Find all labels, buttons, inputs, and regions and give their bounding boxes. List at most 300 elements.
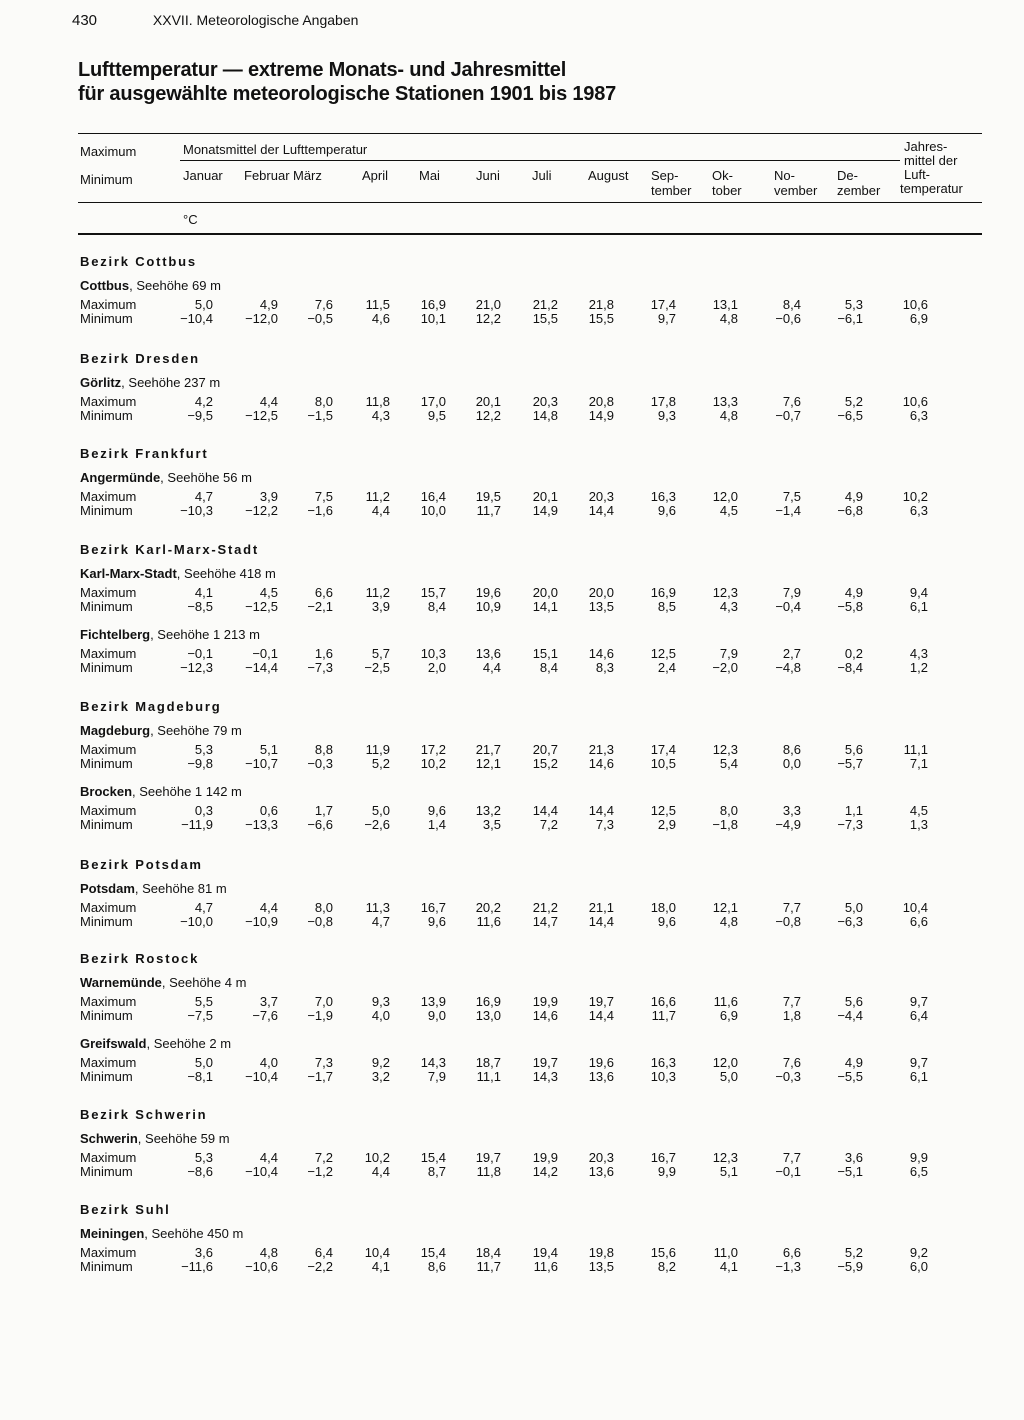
max-value-cell: 3,3 — [782, 803, 801, 818]
max-value-cell: 11,5 — [365, 297, 390, 312]
header-month-line-1: April — [362, 168, 389, 183]
max-value-cell: 7,6 — [314, 297, 333, 312]
max-value-cell: 5,6 — [844, 742, 863, 757]
station-heading — [80, 723, 242, 738]
max-value-cell: 4,9 — [844, 1055, 863, 1070]
max-value-cell: 4,4 — [259, 394, 278, 409]
min-value-cell: 11,7 — [476, 503, 501, 518]
station-heading — [80, 1036, 231, 1051]
min-value-cell: 13,6 — [588, 1164, 614, 1179]
max-value-cell: 9,4 — [909, 585, 928, 600]
min-value-cell: 14,4 — [588, 1008, 614, 1023]
min-value-cell: 14,4 — [588, 914, 614, 929]
min-value-cell: −5,9 — [837, 1259, 863, 1274]
min-value-cell: 9,6 — [427, 914, 446, 929]
max-value-cell: 4,9 — [844, 489, 863, 504]
header-month — [837, 168, 880, 198]
min-value-cell: 6,1 — [909, 599, 928, 614]
max-value-cell: 11,1 — [903, 742, 928, 757]
min-value-cell: 4,0 — [371, 1008, 390, 1023]
min-value-cell: −2,6 — [364, 817, 390, 832]
max-value-cell: 0,6 — [259, 803, 278, 818]
max-value-cell: 9,3 — [371, 994, 390, 1009]
annual-line-4: temperatur — [900, 181, 963, 196]
min-value-cell: −8,6 — [187, 1164, 213, 1179]
min-value-cell: 0,0 — [782, 756, 801, 771]
min-value-cell: −0,7 — [775, 408, 801, 423]
min-value-cell: −11,6 — [181, 1259, 213, 1274]
max-value-cell: 19,6 — [588, 1055, 614, 1070]
max-value-cell: 4,1 — [194, 585, 213, 600]
title-line-1: Lufttemperatur — extreme Monats- und Jahresmittel — [78, 59, 567, 81]
row-label-minimum: Minimum — [80, 1164, 133, 1179]
max-value-cell: 5,0 — [371, 803, 390, 818]
station-name: Karl-Marx-Stadt — [80, 566, 177, 581]
min-value-cell: 10,9 — [475, 599, 501, 614]
min-value-cell: 4,3 — [371, 408, 390, 423]
max-value-cell: 5,2 — [844, 394, 863, 409]
max-value-cell: 9,2 — [909, 1245, 928, 1260]
min-value-cell: 12,2 — [475, 311, 501, 326]
max-value-cell: 5,0 — [194, 1055, 213, 1070]
min-value-cell: −10,4 — [180, 311, 213, 326]
max-value-cell: 7,0 — [314, 994, 333, 1009]
min-value-cell: 8,3 — [595, 660, 614, 675]
min-value-cell: 11,7 — [476, 1259, 501, 1274]
min-value-cell: −2,0 — [712, 660, 738, 675]
max-value-cell: 12,5 — [650, 646, 676, 661]
min-value-cell: −9,5 — [187, 408, 213, 423]
min-value-cell: 4,3 — [719, 599, 738, 614]
min-value-cell: 7,3 — [595, 817, 614, 832]
header-month-line-1: No- — [774, 168, 795, 183]
station-name: Brocken — [80, 784, 133, 799]
min-value-cell: 1,4 — [427, 817, 446, 832]
min-value-cell: −0,8 — [775, 914, 801, 929]
header-month — [712, 168, 742, 198]
max-value-cell: 15,1 — [532, 646, 558, 661]
min-value-cell: 6,9 — [909, 311, 928, 326]
max-value-cell: 5,0 — [194, 297, 213, 312]
row-label-minimum: Minimum — [80, 311, 133, 326]
station-heading — [80, 627, 260, 642]
min-value-cell: 3,9 — [371, 599, 390, 614]
station-name: Schwerin — [80, 1131, 138, 1146]
max-value-cell: 16,9 — [475, 994, 501, 1009]
max-value-cell: 4,7 — [194, 489, 213, 504]
max-value-cell: 18,0 — [650, 900, 676, 915]
max-value-cell: 17,8 — [650, 394, 676, 409]
header-month-line-1: Februar — [244, 168, 290, 183]
max-value-cell: 5,3 — [844, 297, 863, 312]
header-mid-rule — [78, 202, 982, 203]
max-value-cell: 5,7 — [371, 646, 390, 661]
station-heading — [80, 470, 252, 485]
station-name: Warnemünde — [80, 975, 162, 990]
min-value-cell: 4,7 — [371, 914, 390, 929]
min-value-cell: 10,3 — [650, 1069, 676, 1084]
row-label-maximum: Maximum — [80, 1245, 137, 1260]
header-annual — [900, 140, 963, 196]
max-value-cell: 16,3 — [650, 489, 676, 504]
max-value-cell: 19,5 — [475, 489, 501, 504]
header-month-line-1: Mai — [419, 168, 440, 183]
max-value-cell: 16,9 — [650, 585, 676, 600]
min-value-cell: 9,0 — [427, 1008, 446, 1023]
min-value-cell: 4,4 — [371, 1164, 390, 1179]
min-value-cell: −7,5 — [187, 1008, 213, 1023]
row-label-maximum: Maximum — [80, 297, 137, 312]
header-bottom-rule — [78, 233, 982, 235]
max-value-cell: 20,0 — [588, 585, 614, 600]
min-value-cell: −10,4 — [245, 1164, 278, 1179]
min-value-cell: 9,6 — [657, 503, 676, 518]
max-value-cell: 10,6 — [902, 394, 928, 409]
max-value-cell: 6,6 — [314, 585, 333, 600]
station-heading — [80, 881, 227, 896]
max-value-cell: 10,3 — [420, 646, 446, 661]
header-month-line-1: Juni — [476, 168, 500, 183]
max-value-cell: 3,6 — [844, 1150, 863, 1165]
min-value-cell: −10,3 — [180, 503, 213, 518]
max-value-cell: −0,1 — [187, 646, 213, 661]
header-month-line-1: Januar — [183, 168, 223, 183]
row-label-maximum: Maximum — [80, 1055, 137, 1070]
station-name: Görlitz — [80, 375, 122, 390]
min-value-cell: 3,2 — [371, 1069, 390, 1084]
min-value-cell: 6,4 — [909, 1008, 928, 1023]
header-month — [651, 168, 691, 198]
min-value-cell: 4,1 — [371, 1259, 390, 1274]
max-value-cell: 6,6 — [782, 1245, 801, 1260]
max-value-cell: 19,7 — [588, 994, 614, 1009]
max-value-cell: 7,6 — [782, 394, 801, 409]
header-month-line-2: tember — [651, 183, 692, 198]
min-value-cell: 14,3 — [532, 1069, 558, 1084]
station-heading — [80, 278, 221, 293]
station-heading — [80, 784, 242, 799]
min-value-cell: 10,5 — [650, 756, 676, 771]
min-value-cell: −0,1 — [775, 1164, 801, 1179]
min-value-cell: 8,4 — [539, 660, 558, 675]
max-value-cell: 20,3 — [588, 1150, 614, 1165]
header-month — [532, 168, 552, 183]
running-head — [72, 12, 358, 29]
max-value-cell: 4,4 — [259, 900, 278, 915]
max-value-cell: 21,2 — [532, 297, 558, 312]
min-value-cell: −4,4 — [837, 1008, 863, 1023]
min-value-cell: 14,6 — [532, 1008, 558, 1023]
max-value-cell: 4,9 — [259, 297, 278, 312]
annual-line-1: Jahres- — [904, 139, 948, 154]
min-value-cell: 6,6 — [909, 914, 928, 929]
min-value-cell: 11,6 — [476, 914, 501, 929]
row-label-minimum: Minimum — [80, 817, 133, 832]
max-value-cell: −0,1 — [252, 646, 278, 661]
header-month-line-1: Sep- — [651, 168, 679, 183]
max-value-cell: 11,9 — [365, 742, 390, 757]
max-value-cell: 12,3 — [712, 1150, 738, 1165]
max-value-cell: 20,3 — [588, 489, 614, 504]
station-elevation: , Seehöhe 418 m — [176, 566, 276, 581]
max-value-cell: 8,6 — [782, 742, 801, 757]
min-value-cell: 5,4 — [719, 756, 738, 771]
min-value-cell: −2,2 — [307, 1259, 333, 1274]
min-value-cell: −1,3 — [775, 1259, 801, 1274]
max-value-cell: 15,7 — [420, 585, 446, 600]
min-value-cell: 14,6 — [588, 756, 614, 771]
max-value-cell: 4,8 — [259, 1245, 278, 1260]
max-value-cell: 11,8 — [365, 394, 390, 409]
max-value-cell: 5,3 — [194, 1150, 213, 1165]
max-value-cell: 3,7 — [259, 994, 278, 1009]
max-value-cell: 4,3 — [909, 646, 928, 661]
max-value-cell: 11,2 — [365, 585, 390, 600]
max-value-cell: 12,5 — [650, 803, 676, 818]
min-value-cell: 9,7 — [657, 311, 676, 326]
min-value-cell: 14,1 — [532, 599, 558, 614]
min-value-cell: 4,6 — [371, 311, 390, 326]
min-value-cell: −0,6 — [775, 311, 801, 326]
station-name: Cottbus — [80, 278, 130, 293]
max-value-cell: 8,8 — [314, 742, 333, 757]
min-value-cell: 8,5 — [657, 599, 676, 614]
district-heading: Bezirk Frankfurt — [80, 446, 209, 461]
min-value-cell: −10,9 — [245, 914, 278, 929]
max-value-cell: 8,4 — [782, 297, 801, 312]
max-value-cell: 14,4 — [532, 803, 558, 818]
min-value-cell: 11,7 — [651, 1008, 676, 1023]
max-value-cell: 19,9 — [532, 994, 558, 1009]
min-value-cell: −5,8 — [837, 599, 863, 614]
max-value-cell: 11,0 — [713, 1245, 738, 1260]
row-label-maximum: Maximum — [80, 742, 137, 757]
min-value-cell: −12,0 — [245, 311, 278, 326]
min-value-cell: 14,2 — [532, 1164, 558, 1179]
max-value-cell: 11,2 — [365, 489, 390, 504]
header-month-line-2: vember — [774, 183, 818, 198]
min-value-cell: 4,8 — [719, 914, 738, 929]
max-value-cell: 7,3 — [314, 1055, 333, 1070]
max-value-cell: 3,9 — [259, 489, 278, 504]
max-value-cell: 7,9 — [782, 585, 801, 600]
max-value-cell: 7,7 — [782, 1150, 801, 1165]
min-value-cell: −5,1 — [837, 1164, 863, 1179]
header-month — [419, 168, 440, 183]
max-value-cell: 9,6 — [427, 803, 446, 818]
row-label-maximum: Maximum — [80, 994, 137, 1009]
header-group: Monatsmittel der Lufttemperatur — [183, 142, 368, 157]
min-value-cell: −4,8 — [775, 660, 801, 675]
max-value-cell: 7,2 — [314, 1150, 333, 1165]
min-value-cell: −7,6 — [252, 1008, 278, 1023]
header-month — [588, 168, 628, 183]
min-value-cell: −12,5 — [245, 408, 278, 423]
min-value-cell: 6,1 — [909, 1069, 928, 1084]
min-value-cell: 7,2 — [539, 817, 558, 832]
annual-line-2: mittel der — [904, 153, 958, 168]
district-heading: Bezirk Suhl — [80, 1202, 171, 1217]
max-value-cell: 11,6 — [713, 994, 738, 1009]
max-value-cell: 16,4 — [420, 489, 446, 504]
row-label-minimum: Minimum — [80, 1069, 133, 1084]
min-value-cell: 6,3 — [909, 503, 928, 518]
min-value-cell: −6,6 — [307, 817, 333, 832]
row-label-minimum: Minimum — [80, 914, 133, 929]
max-value-cell: 4,0 — [259, 1055, 278, 1070]
max-value-cell: 9,2 — [371, 1055, 390, 1070]
station-name: Potsdam — [80, 881, 135, 896]
max-value-cell: 19,7 — [532, 1055, 558, 1070]
max-value-cell: 9,7 — [909, 1055, 928, 1070]
max-value-cell: 9,9 — [909, 1150, 928, 1165]
min-value-cell: −14,4 — [245, 660, 278, 675]
min-value-cell: 3,5 — [482, 817, 501, 832]
station-heading — [80, 1226, 243, 1241]
min-value-cell: −1,9 — [307, 1008, 333, 1023]
district-heading: Bezirk Magdeburg — [80, 699, 222, 714]
max-value-cell: 17,0 — [420, 394, 446, 409]
min-value-cell: 4,5 — [719, 503, 738, 518]
station-elevation: , Seehöhe 450 m — [144, 1226, 244, 1241]
max-value-cell: 13,6 — [475, 646, 501, 661]
min-value-cell: −6,5 — [837, 408, 863, 423]
station-elevation: , Seehöhe 56 m — [160, 470, 252, 485]
min-value-cell: 2,0 — [427, 660, 446, 675]
max-value-cell: 8,0 — [719, 803, 738, 818]
header-unit: °C — [183, 212, 198, 227]
header-month-line-2: tober — [712, 183, 742, 198]
max-value-cell: 7,6 — [782, 1055, 801, 1070]
min-value-cell: 11,8 — [476, 1164, 501, 1179]
max-value-cell: 19,8 — [588, 1245, 614, 1260]
min-value-cell: 13,5 — [588, 599, 614, 614]
min-value-cell: −1,5 — [307, 408, 333, 423]
min-value-cell: 4,4 — [482, 660, 501, 675]
row-label-minimum: Minimum — [80, 1259, 133, 1274]
district-heading: Bezirk Dresden — [80, 351, 200, 366]
district-heading: Bezirk Potsdam — [80, 857, 203, 872]
min-value-cell: −4,9 — [775, 817, 801, 832]
row-label-maximum: Maximum — [80, 489, 137, 504]
min-value-cell: −7,3 — [837, 817, 863, 832]
max-value-cell: 4,9 — [844, 585, 863, 600]
min-value-cell: −7,3 — [307, 660, 333, 675]
row-label-maximum: Maximum — [80, 585, 137, 600]
min-value-cell: 7,9 — [427, 1069, 446, 1084]
min-value-cell: −8,1 — [187, 1069, 213, 1084]
station-elevation: , Seehöhe 1 213 m — [150, 627, 260, 642]
max-value-cell: 13,9 — [420, 994, 446, 1009]
station-heading — [80, 1131, 230, 1146]
min-value-cell: 13,5 — [588, 1259, 614, 1274]
min-value-cell: 6,9 — [719, 1008, 738, 1023]
min-value-cell: −1,7 — [307, 1069, 333, 1084]
min-value-cell: 15,5 — [588, 311, 614, 326]
max-value-cell: 20,1 — [532, 489, 558, 504]
header-month-line-1: De- — [837, 168, 858, 183]
min-value-cell: 5,1 — [719, 1164, 738, 1179]
min-value-cell: −1,8 — [712, 817, 738, 832]
header-month — [244, 168, 290, 183]
min-value-cell: 4,4 — [371, 503, 390, 518]
min-value-cell: 1,8 — [782, 1008, 801, 1023]
max-value-cell: 5,0 — [844, 900, 863, 915]
min-value-cell: 13,0 — [475, 1008, 501, 1023]
max-value-cell: 10,4 — [364, 1245, 390, 1260]
min-value-cell: −12,3 — [180, 660, 213, 675]
header-month-line-1: August — [588, 168, 629, 183]
max-value-cell: 5,1 — [259, 742, 278, 757]
district-heading: Bezirk Rostock — [80, 951, 200, 966]
max-value-cell: 19,4 — [532, 1245, 558, 1260]
max-value-cell: 5,2 — [844, 1245, 863, 1260]
max-value-cell: 0,3 — [194, 803, 213, 818]
max-value-cell: 15,6 — [650, 1245, 676, 1260]
station-elevation: , Seehöhe 1 142 m — [132, 784, 242, 799]
district-heading: Bezirk Cottbus — [80, 254, 197, 269]
header-month — [774, 168, 817, 198]
max-value-cell: 14,4 — [588, 803, 614, 818]
max-value-cell: 12,3 — [712, 742, 738, 757]
min-value-cell: −0,8 — [307, 914, 333, 929]
max-value-cell: 17,4 — [650, 742, 676, 757]
max-value-cell: 13,3 — [712, 394, 738, 409]
max-value-cell: 20,0 — [532, 585, 558, 600]
row-label-minimum: Minimum — [80, 756, 133, 771]
header-month — [362, 168, 388, 183]
station-elevation: , Seehöhe 69 m — [129, 278, 221, 293]
min-value-cell: 8,6 — [427, 1259, 446, 1274]
min-value-cell: 4,8 — [719, 408, 738, 423]
min-value-cell: 14,7 — [532, 914, 558, 929]
min-value-cell: 1,3 — [909, 817, 928, 832]
max-value-cell: 21,1 — [588, 900, 614, 915]
min-value-cell: 10,1 — [420, 311, 446, 326]
title-line-2: für ausgewählte meteorologische Stationen 1901 bis 1987 — [78, 83, 617, 105]
max-value-cell: 5,6 — [844, 994, 863, 1009]
header-month — [183, 168, 223, 183]
max-value-cell: 21,0 — [475, 297, 501, 312]
station-name: Angermünde — [80, 470, 161, 485]
max-value-cell: 2,7 — [782, 646, 801, 661]
min-value-cell: −0,3 — [775, 1069, 801, 1084]
min-value-cell: −2,1 — [307, 599, 333, 614]
max-value-cell: 1,1 — [844, 803, 863, 818]
min-value-cell: 14,4 — [588, 503, 614, 518]
max-value-cell: 15,4 — [420, 1150, 446, 1165]
row-label-minimum: Minimum — [80, 660, 133, 675]
station-name: Fichtelberg — [80, 627, 151, 642]
max-value-cell: 16,3 — [650, 1055, 676, 1070]
max-value-cell: 16,7 — [420, 900, 446, 915]
station-heading — [80, 975, 246, 990]
header-month — [476, 168, 500, 183]
max-value-cell: 18,4 — [475, 1245, 501, 1260]
max-value-cell: 7,7 — [782, 900, 801, 915]
max-value-cell: 7,7 — [782, 994, 801, 1009]
min-value-cell: 6,3 — [909, 408, 928, 423]
min-value-cell: −12,2 — [245, 503, 278, 518]
min-value-cell: −1,6 — [307, 503, 333, 518]
min-value-cell: 15,5 — [532, 311, 558, 326]
max-value-cell: 11,3 — [365, 900, 390, 915]
max-value-cell: 1,7 — [314, 803, 333, 818]
min-value-cell: 7,1 — [909, 756, 928, 771]
min-value-cell: 9,5 — [427, 408, 446, 423]
min-value-cell: −2,5 — [364, 660, 390, 675]
max-value-cell: 20,1 — [475, 394, 501, 409]
